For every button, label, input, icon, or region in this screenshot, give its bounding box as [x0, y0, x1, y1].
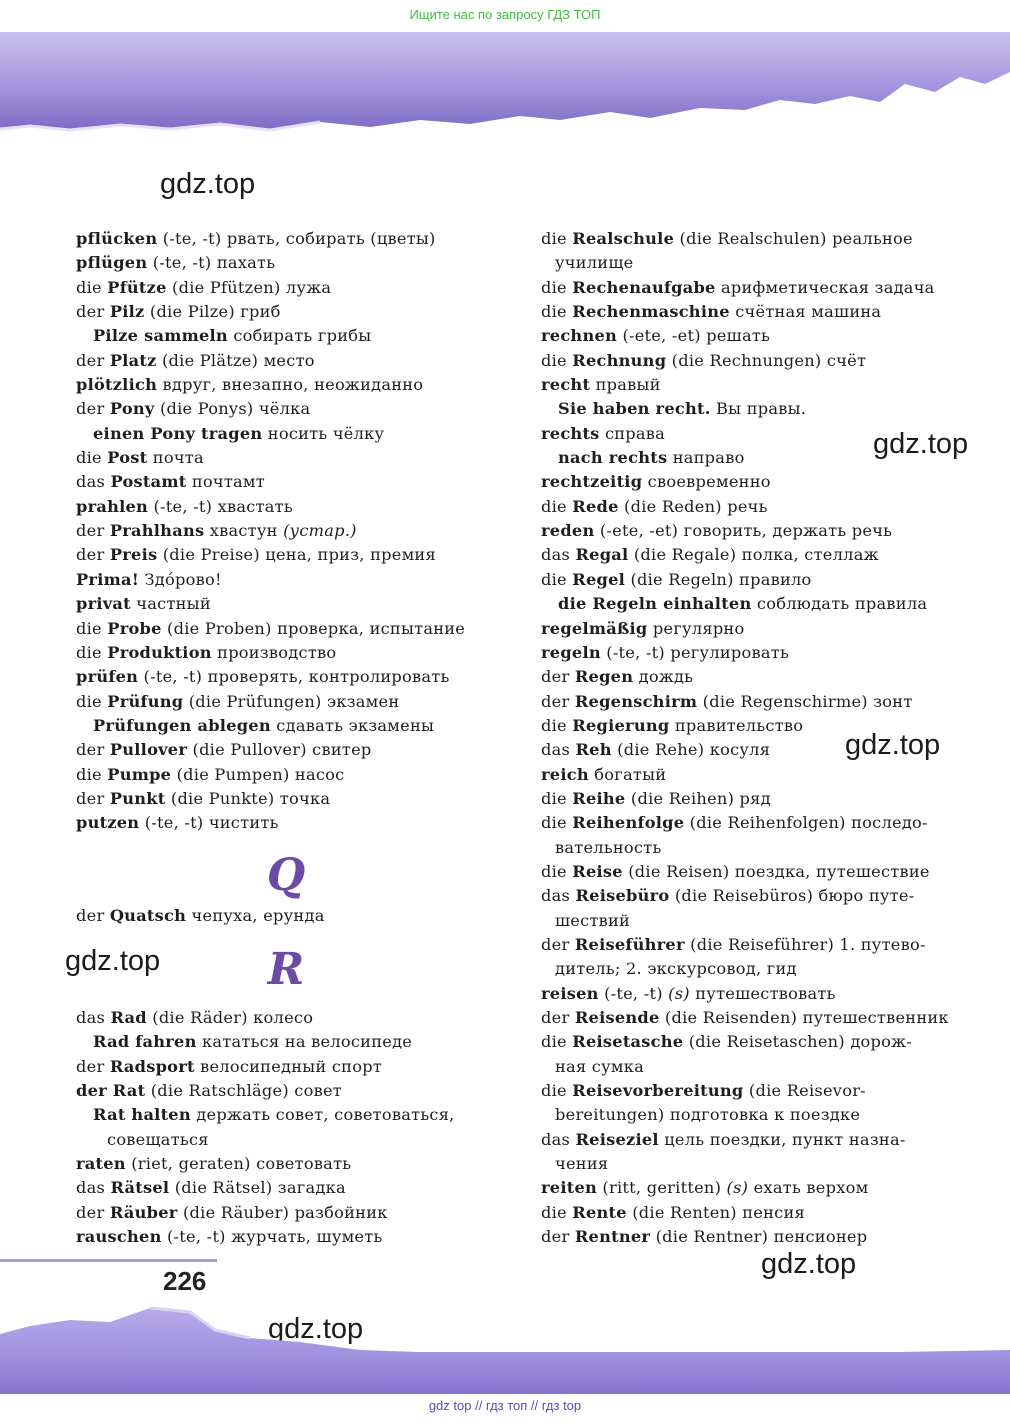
dictionary-entry [541, 860, 955, 884]
phrase-entry [76, 1030, 496, 1054]
translation: (die Rechnungen) счёт [666, 350, 867, 370]
headword: Post [107, 448, 148, 468]
grammar-note: (s) [726, 1178, 749, 1198]
dictionary-list-p [76, 227, 496, 836]
dictionary-entry [76, 763, 496, 787]
translation: Вы правы. [710, 399, 807, 419]
dictionary-entry [541, 884, 955, 933]
dictionary-entry [76, 519, 496, 543]
headword: reisen [541, 983, 599, 1003]
headword: Pilze sammeln [93, 326, 228, 346]
page-number: 226 [163, 1266, 207, 1296]
article: das [541, 740, 576, 760]
translation: своевременно [642, 472, 771, 492]
article: das [76, 1178, 111, 1198]
article: die [76, 277, 108, 297]
dictionary-entry [541, 1128, 955, 1177]
translation: счётная машина [729, 302, 882, 322]
dictionary-entry [76, 397, 496, 421]
translation: (die Pullover) свитер [187, 740, 372, 760]
translation: (-ete, -et) решать [617, 326, 771, 346]
translation-continued: вательность [555, 837, 662, 857]
article: der [541, 934, 575, 954]
dictionary-entry [76, 1176, 496, 1200]
headword: reich [541, 764, 589, 784]
headword: Reisebüro [575, 886, 670, 906]
watermark: gdz.top [65, 945, 161, 977]
translation: соблюдать правила [751, 594, 928, 614]
translation: регулярно [647, 618, 745, 638]
article: die [541, 1032, 573, 1052]
translation-continued: ная сумка [555, 1056, 644, 1076]
article: der [541, 1227, 575, 1247]
headword: Rad [110, 1007, 147, 1027]
headword: Prahlhans [109, 521, 205, 541]
translation: собирать грибы [227, 326, 372, 346]
translation: частный [130, 594, 211, 614]
dictionary-entry [76, 568, 496, 592]
right-column [541, 227, 955, 1249]
headword: regeln [541, 642, 601, 662]
translation: (die Reden) речь [618, 496, 768, 516]
headword: die Regeln einhalten [558, 594, 752, 614]
dictionary-entry [541, 738, 955, 762]
dictionary-entry [541, 324, 955, 348]
translation: (die Proben) проверка, испытание [161, 618, 466, 638]
headword: Rechnung [572, 350, 667, 370]
dictionary-entry [541, 568, 955, 592]
dictionary-entry [76, 665, 496, 689]
translation: почтамт [186, 472, 265, 492]
translation: (die Pfützen) лужа [166, 277, 332, 297]
translation: (-ete, -et) говорить, держать речь [594, 521, 893, 541]
article: die [541, 861, 573, 881]
translation-continued: шествий [555, 910, 631, 930]
translation: (die Räuber) разбойник [177, 1202, 388, 1222]
headword: Preis [109, 545, 158, 565]
translation: (die Ponys) чёлка [154, 399, 311, 419]
dictionary-entry [541, 470, 955, 494]
dictionary-entry [76, 373, 496, 397]
translation: правительство [669, 715, 804, 735]
dictionary-entry [76, 276, 496, 300]
translation: (die Rehe) косуля [611, 740, 771, 760]
translation: производство [211, 642, 337, 662]
watermark: gdz.top [845, 729, 941, 761]
translation: (die Reiseführer) 1. путево- [684, 934, 926, 954]
translation: (die Reisen) поездка, путешествие [622, 861, 930, 881]
article: die [541, 569, 573, 589]
article: der [76, 740, 110, 760]
watermark: gdz.top [761, 1248, 857, 1280]
headword: pflügen [76, 253, 148, 273]
dictionary-entry [76, 446, 496, 470]
headword: einen Pony tragen [93, 423, 263, 443]
dictionary-entry [541, 787, 955, 811]
article: die [541, 1081, 573, 1101]
translation-continued: совещаться [107, 1129, 209, 1149]
phrase-entry [76, 324, 496, 348]
headword: Punkt [109, 788, 166, 808]
phrase-entry [76, 1103, 496, 1152]
dictionary-entry [541, 982, 955, 1006]
headword: Reihe [572, 788, 626, 808]
translation: (die Pumpen) насос [171, 764, 345, 784]
headword: Pilz [109, 302, 145, 322]
article: der [76, 302, 110, 322]
dictionary-list-r [76, 1006, 496, 1249]
dictionary-entry [541, 1030, 955, 1079]
article: die [541, 1202, 573, 1222]
dictionary-entry [541, 933, 955, 982]
translation: (die Regeln) правило [625, 569, 812, 589]
dictionary-entry [541, 617, 955, 641]
headword: Reisevorbereitung [572, 1081, 744, 1101]
translation: (die Preise) цена, приз, премия [157, 545, 436, 565]
section-letter-q: Q [266, 849, 306, 901]
article: das [541, 886, 576, 906]
article: die [541, 277, 573, 297]
article: der [76, 788, 110, 808]
translation: хвастун [204, 521, 284, 541]
headword: Regierung [572, 715, 670, 735]
dictionary-entry [541, 1006, 955, 1030]
article: der [76, 1202, 110, 1222]
translation: кататься на велосипеде [196, 1032, 413, 1052]
translation: (die Plätze) место [156, 350, 315, 370]
headword: Rede [572, 496, 619, 516]
headword: privat [76, 594, 131, 614]
translation: (-te, -t) регулировать [600, 642, 790, 662]
headword: rechtzeitig [541, 472, 643, 492]
headword: Pfütze [107, 277, 167, 297]
translation: почта [147, 448, 204, 468]
headword: reiten [541, 1178, 598, 1198]
article: der [76, 521, 110, 541]
dictionary-entry [76, 787, 496, 811]
translation: (die Räder) колесо [146, 1007, 314, 1027]
article: die [541, 350, 573, 370]
dictionary-entry [76, 1152, 496, 1176]
translation: (die Ratschläge) совет [145, 1080, 343, 1100]
headword: Regal [575, 545, 629, 565]
article: der [541, 1008, 575, 1027]
translation: (die Reisebüros) бюро путе- [669, 886, 915, 906]
dictionary-entry [76, 543, 496, 567]
headword: Quatsch [109, 905, 187, 925]
translation-continued: чения [555, 1154, 609, 1174]
translation: (die Reisenden) путешественник [659, 1008, 949, 1027]
headword: Regen [574, 667, 634, 687]
translation: (die Renten) пенсия [626, 1202, 805, 1222]
headword: Prüfung [107, 691, 184, 711]
headword: Rätsel [110, 1178, 170, 1198]
headword: Reh [575, 740, 612, 760]
dictionary-list-q [76, 904, 496, 928]
translation: справа [599, 423, 666, 443]
article: die [76, 642, 108, 662]
dictionary-entry [541, 690, 955, 714]
translation: чепуха, ерунда [186, 905, 325, 925]
dictionary-entry [76, 1006, 496, 1030]
translation: (die Reisevor- [743, 1081, 866, 1101]
dictionary-entry [541, 665, 955, 689]
article: das [541, 545, 576, 565]
dictionary-entry [541, 495, 955, 519]
translation: (-te, -t) проверять, контролировать [138, 667, 450, 687]
headword: Rente [572, 1202, 627, 1222]
translation: (-te, -t) чистить [139, 813, 279, 833]
headword: der Rat [76, 1080, 146, 1100]
watermark: gdz.top [873, 428, 969, 460]
translation: сдавать экзамены [270, 715, 435, 735]
headword: reden [541, 521, 595, 541]
translation-continued: bereitungen) подготовка к поездке [555, 1105, 861, 1125]
bottom-banner [0, 1300, 1010, 1394]
article: der [76, 399, 110, 419]
translation: велосипедный спорт [194, 1056, 383, 1076]
headword: nach rechts [558, 448, 668, 468]
headword: Rechenmaschine [572, 302, 730, 322]
translation: (die Regale) полка, стеллаж [628, 545, 879, 565]
dictionary-entry [76, 641, 496, 665]
dictionary-entry [541, 519, 955, 543]
translation: Здо́рово! [139, 569, 222, 589]
dictionary-entry [76, 470, 496, 494]
dictionary-entry [76, 1201, 496, 1225]
dictionary-entry [76, 904, 496, 928]
headword: Prüfungen ablegen [93, 715, 271, 735]
translation: (-te, -t) [598, 983, 669, 1003]
headword: Rechenaufgabe [572, 277, 716, 297]
article: die [76, 448, 108, 468]
dictionary-entry [541, 1176, 955, 1200]
translation: (-te, -t) пахать [147, 253, 276, 273]
translation: направо [667, 448, 745, 468]
footer-links: gdz top // гдз топ // гдз top [428, 1398, 582, 1413]
dictionary-entry [76, 1055, 496, 1079]
headword: Rad fahren [93, 1032, 197, 1052]
dictionary-entry [76, 592, 496, 616]
dictionary-entry [541, 1079, 955, 1128]
article: die [76, 618, 108, 638]
dictionary-entry [76, 690, 496, 714]
translation: (die Punkte) точка [165, 788, 331, 808]
headword: Regel [572, 569, 626, 589]
headword: Pumpe [107, 764, 172, 784]
watermark: gdz.top [160, 168, 256, 200]
headword: prahlen [76, 496, 149, 516]
dictionary-entry [76, 227, 496, 251]
headword: regelmäßig [541, 618, 648, 638]
dictionary-entry [76, 738, 496, 762]
dictionary-entry [541, 763, 955, 787]
translation: носить чёлку [262, 423, 385, 443]
translation: (ritt, geritten) [597, 1178, 727, 1198]
headword: Radsport [109, 1056, 195, 1076]
translation: вдруг, внезапно, неожиданно [157, 375, 424, 395]
article: das [76, 1007, 111, 1027]
article: die [541, 813, 573, 833]
article: der [541, 667, 575, 687]
translation: правый [590, 375, 661, 395]
translation: (die Rätsel) загадка [169, 1178, 346, 1198]
dictionary-entry [541, 1201, 955, 1225]
translation-continued: дитель; 2. экскурсовод, гид [555, 959, 797, 979]
translation: (-te, -t) журчать, шуметь [161, 1227, 383, 1247]
dictionary-entry [541, 714, 955, 738]
translation: дождь [633, 667, 694, 687]
article: die [76, 691, 108, 711]
section-letter-r: R [267, 943, 305, 995]
headword: Platz [109, 350, 157, 370]
dictionary-entry [76, 300, 496, 324]
headword: Reisetasche [572, 1032, 684, 1052]
headword: Produktion [107, 642, 212, 662]
headword: Regenschirm [574, 691, 698, 711]
translation-continued: училище [555, 253, 634, 273]
translation: (die Rentner) пенсионер [650, 1227, 868, 1247]
translation: арифметическая задача [715, 277, 935, 297]
article: das [76, 472, 111, 492]
article: die [541, 229, 573, 248]
headword: Rat halten [93, 1105, 191, 1125]
article: der [76, 905, 110, 925]
headword: Rentner [574, 1227, 651, 1247]
headword: rauschen [76, 1227, 162, 1247]
headword: rechts [541, 423, 600, 443]
dictionary-entry [541, 276, 955, 300]
headword: Realschule [572, 229, 675, 248]
phrase-entry [541, 446, 955, 470]
grammar-note: (s) [668, 983, 690, 1003]
dictionary-entry [541, 641, 955, 665]
dictionary-entry [541, 349, 955, 373]
phrase-entry [76, 422, 496, 446]
headword: Probe [107, 618, 162, 638]
dictionary-entry [541, 300, 955, 324]
dictionary-entry [76, 1079, 496, 1103]
dictionary-entry [76, 495, 496, 519]
headword: putzen [76, 813, 140, 833]
article: die [541, 788, 573, 808]
phrase-entry [541, 592, 955, 616]
translation: цель поездки, пункт назна- [658, 1129, 906, 1149]
headword: prüfen [76, 667, 139, 687]
dictionary-entry [541, 811, 955, 860]
headword: Pony [109, 399, 155, 419]
translation: (die Pilze) гриб [144, 302, 281, 322]
dictionary-entry [76, 811, 496, 835]
article: die [76, 764, 108, 784]
translation: (die Regenschirme) зонт [697, 691, 913, 711]
dictionary-entry [76, 1225, 496, 1249]
left-column [76, 227, 496, 1249]
translation: (-te, -t) рвать, собирать (цветы) [157, 229, 436, 248]
headword: rechnen [541, 326, 618, 346]
dictionary-entry [541, 227, 955, 276]
headword: Räuber [109, 1202, 178, 1222]
headword: Reisende [574, 1008, 660, 1027]
dictionary-entry [76, 617, 496, 641]
dictionary-entry [541, 543, 955, 567]
translation: (die Reisetaschen) дорож- [683, 1032, 913, 1052]
dictionary-entry [541, 1225, 955, 1249]
top-banner [0, 32, 1010, 142]
headword: Reise [572, 861, 623, 881]
article: die [541, 302, 573, 322]
headword: recht [541, 375, 591, 395]
article: der [76, 1056, 110, 1076]
article: die [541, 715, 573, 735]
top-search-note: Ищите нас по запросу ГДЗ ТОП [409, 7, 601, 22]
phrase-entry [541, 397, 955, 421]
translation: (die Reihen) ряд [625, 788, 771, 808]
headword: Prima! [76, 569, 140, 589]
headword: plötzlich [76, 375, 158, 395]
translation-rest: ехать верхом [748, 1178, 869, 1198]
watermark: gdz.top [268, 1313, 364, 1345]
dictionary-entry [76, 251, 496, 275]
dictionary-entry [541, 373, 955, 397]
translation: держать совет, советоваться, [190, 1105, 455, 1125]
translation: (die Realschulen) реальное [674, 229, 913, 248]
headword: Reiseziel [575, 1129, 659, 1149]
grammar-note: (устар.) [283, 521, 357, 541]
headword: pflücken [76, 229, 158, 248]
translation: (die Prüfungen) экзамен [183, 691, 400, 711]
translation: (-te, -t) хвастать [148, 496, 293, 516]
headword: Pullover [109, 740, 188, 760]
headword: Postamt [110, 472, 187, 492]
article: das [541, 1129, 576, 1149]
dictionary-entry [76, 349, 496, 373]
article: der [76, 350, 110, 370]
translation: (die Reihenfolgen) последо- [684, 813, 928, 833]
headword: Reihenfolge [572, 813, 685, 833]
headword: Reiseführer [574, 934, 685, 954]
phrase-entry [76, 714, 496, 738]
headword: raten [76, 1154, 126, 1173]
page-number-rule [0, 1259, 217, 1262]
headword: Sie haben recht. [558, 399, 711, 419]
article: der [541, 691, 575, 711]
dictionary-list-r-continued [541, 227, 955, 1249]
article: die [541, 496, 573, 516]
article: der [76, 545, 110, 565]
translation: богатый [588, 764, 667, 784]
translation: (riet, geraten) советовать [125, 1154, 352, 1173]
dictionary-entry [541, 422, 955, 446]
translation-rest: путешествовать [689, 983, 836, 1003]
